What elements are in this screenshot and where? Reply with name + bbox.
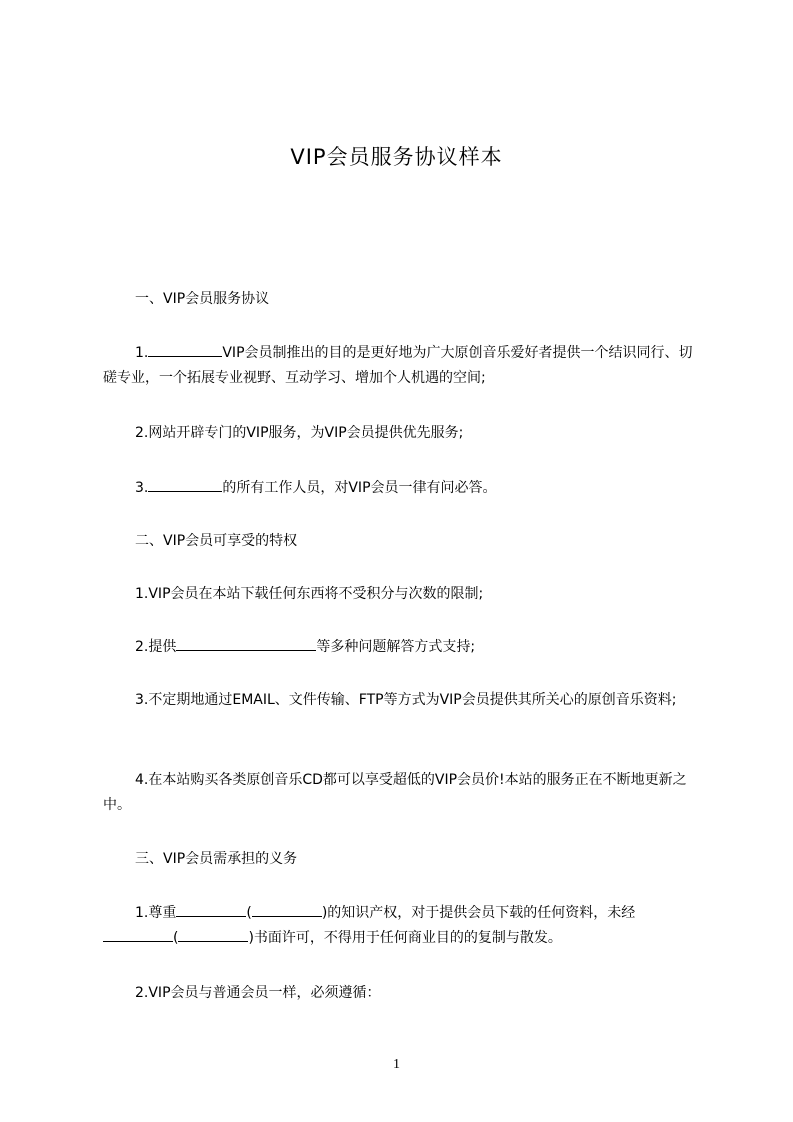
section-2-paragraph-1: 1.VIP会员在本站下载任何东西将不受积分与次数的限制; [135,586,484,602]
section-2-paragraph-2 [103,635,705,660]
page-number: 1 [393,1057,400,1072]
fill-in-blank [178,927,248,942]
paragraph-text: )的知识产权，对于提供会员下载的任何资料，未经 [321,905,636,921]
fill-in-blank [252,902,322,917]
section-2-paragraph-4: 4.在本站购买各类原创音乐CD都可以享受超低的VIP会员价!本站的服务正在不断地更新之中。 [103,772,687,813]
fill-in-blank [148,342,222,357]
section-heading-1: 一、VIP会员服务协议 [135,291,270,307]
bracket-open: ( [246,905,252,921]
fill-in-blank [176,636,316,651]
paragraph-prefix: 1.尊重 [135,905,177,921]
section-2-paragraph-3: 3.不定期地通过EMAIL、文件传输、FTP等方式为VIP会员提供其所关心的原创音乐资料; [135,692,677,708]
paragraph-text: 的所有工作人员，对VIP会员一律有问必答。 [222,480,497,496]
paragraph-text: )书面许可，不得用于任何商业目的的复制与散发。 [248,930,562,946]
section-1-paragraph-1 [103,341,705,391]
paragraph-prefix: 1. [135,345,149,361]
document-title: VIP会员服务协议样本 [290,145,503,169]
section-3-paragraph-1 [103,901,705,951]
section-heading-2: 二、VIP会员可享受的特权 [135,533,298,549]
bracket-open: ( [173,930,179,946]
fill-in-blank [148,477,222,492]
section-1-paragraph-2: 2.网站开辟专门的VIP服务，为VIP会员提供优先服务; [135,425,464,441]
fill-in-blank [176,902,246,917]
fill-in-blank [103,927,173,942]
paragraph-prefix: 2.提供 [135,639,177,655]
paragraph-text: 等多种问题解答方式支持; [316,639,476,655]
section-1-paragraph-3 [103,476,705,501]
paragraph-prefix: 3. [135,480,149,496]
section-3-paragraph-2: 2.VIP会员与普通会员一样，必须遵循： [135,985,381,1001]
section-heading-3: 三、VIP会员需承担的义务 [135,851,298,867]
paragraph-text: VIP会员制推出的目的是更好地为广大原创音乐爱好者提供一个结识同行、切磋专业，一个拓展专业视野、互动学习、增加个人机遇的空间; [103,345,693,386]
